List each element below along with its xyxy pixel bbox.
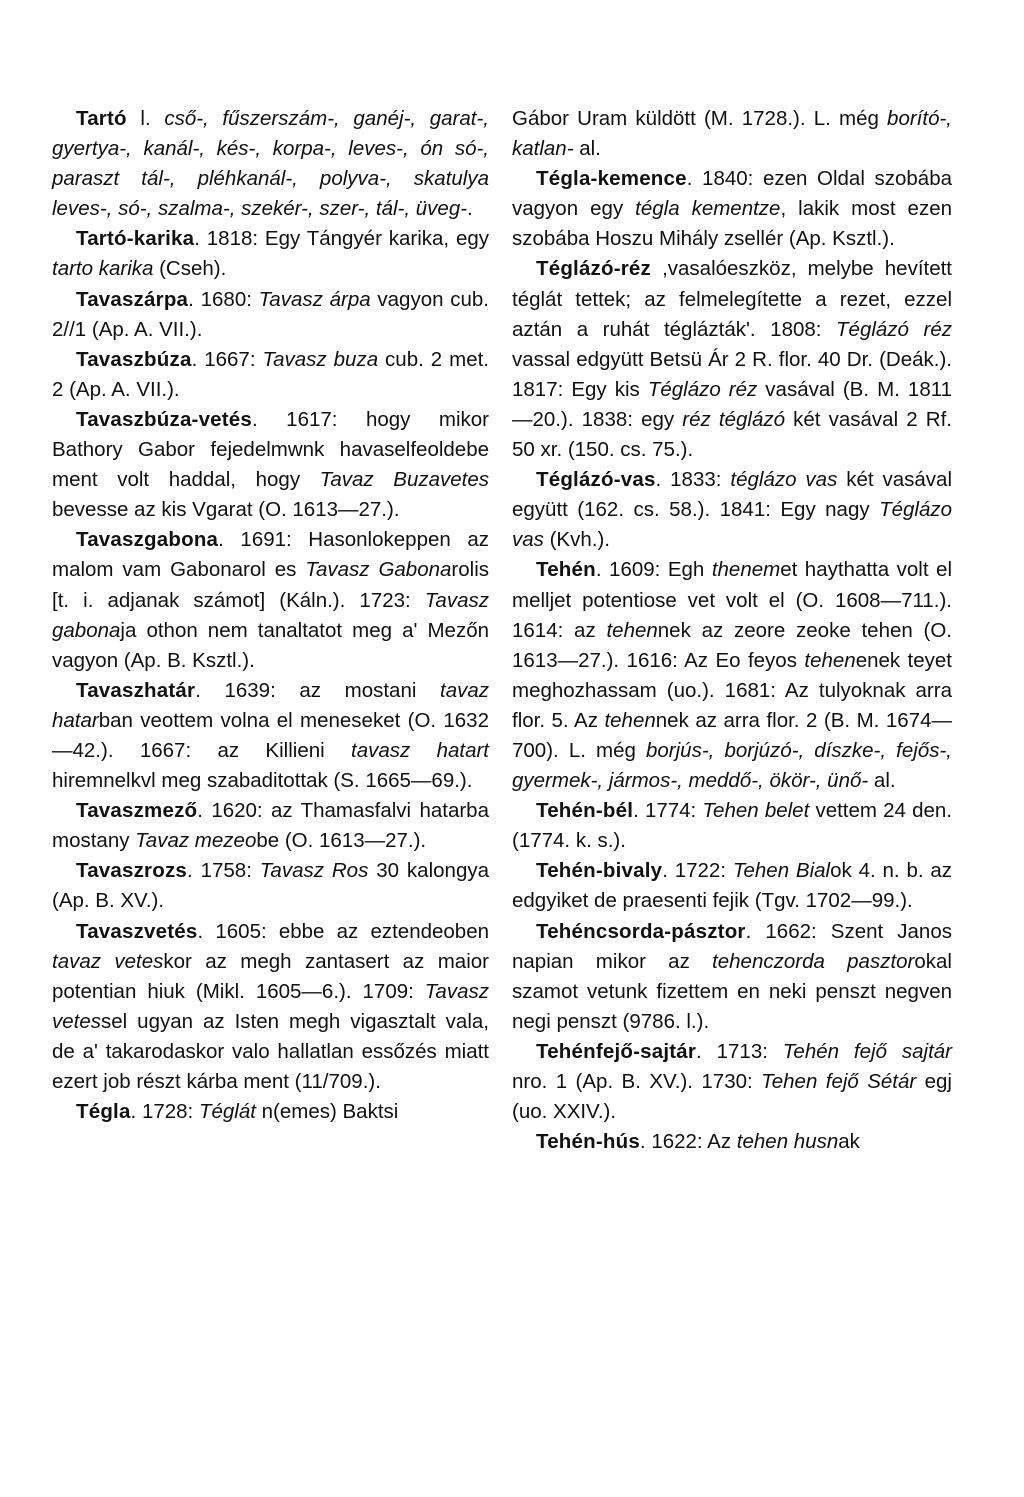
entry-text: . 1617: hogy mikor Bathory Gabor fejedelmwnk havaselfeoldebe ment volt haddal, hogy xyxy=(52,407,489,492)
entry-text: . 1818: Egy Tángyér karika, egy xyxy=(194,227,489,251)
entry-text: (Cseh). xyxy=(153,257,227,281)
headword: Téglázó-réz xyxy=(536,257,651,281)
entry-text: . 1620: az Thamasfalvi hatarba mostany xyxy=(52,799,489,853)
entry-text: . 1722: xyxy=(662,859,733,883)
quoted-form: tarto karika xyxy=(52,257,154,281)
headword: Tartó-karika xyxy=(76,227,195,251)
entry-text: Gábor Uram küldött (M. 1728.). L. még xyxy=(512,107,888,130)
quoted-form: Tavasz Gabona xyxy=(305,558,452,582)
entry-text: sel ugyan az Isten megh vigasztalt vala, de a' takarodaskor valo hallatlan essőzés miatt ezert job részt kárba ment (11/709.). xyxy=(52,1009,489,1093)
quoted-form: Tehen Bial xyxy=(732,859,831,883)
entry-text: rolis [t. i. adjanak számot] (Káln.). 1723: xyxy=(52,558,490,612)
entry-text: enek teyet meghozhassam (uo.). 1681: Az tulyoknak arra flor. 5. Az xyxy=(512,648,952,732)
entry-continuation xyxy=(512,104,952,164)
entry-text: két vasával együtt (162. cs. 58.). 1841: Egy nagy xyxy=(512,468,953,522)
entry-text: okal szamot vetunk fizettem en neki penszt negven negi penszt (9786. l.). xyxy=(512,949,952,1033)
entry-text: . xyxy=(467,197,473,221)
quoted-form: Tavasz árpa xyxy=(258,287,371,311)
entry-text: . 1609: Egh xyxy=(595,558,712,582)
entry-text: . 1639: az mostani xyxy=(195,678,440,702)
headword: Tavaszmező xyxy=(76,799,198,823)
quoted-form: tehen xyxy=(604,708,656,732)
quoted-form: tavaz hatar xyxy=(52,678,489,732)
quoted-form: Téglázo vas xyxy=(512,498,952,552)
entry-text: . 1662: Szent Janos napian mikor az xyxy=(512,919,952,973)
quoted-form: Téglázó réz xyxy=(836,317,952,341)
entry-text: ak xyxy=(838,1130,860,1154)
quoted-form: tehen xyxy=(804,648,856,672)
entry-text: nro. 1 (Ap. B. XV.). 1730: xyxy=(512,1070,762,1093)
entry-text: . 1605: ebbe az eztendeoben xyxy=(197,919,489,943)
entry-text: cub. 2 met. 2 (Ap. A. VII.). xyxy=(52,347,489,401)
quoted-form: Tavasz buza xyxy=(262,347,379,371)
right-column xyxy=(512,104,952,1157)
entry-text: ban veottem volna el meneseket (O. 1632—42.). 1667: az Killieni xyxy=(52,708,489,762)
headword: Téglázó-vas xyxy=(536,468,656,492)
headword: Tavaszárpa xyxy=(76,287,189,311)
entry-text: bevesse az kis Vgarat (O. 1613—27.). xyxy=(52,498,400,522)
entry-text: al. xyxy=(573,137,601,161)
headword: Tavaszbúza xyxy=(76,347,192,371)
headword: Tavaszhatár xyxy=(76,678,196,702)
dictionary-entry xyxy=(52,676,489,796)
entry-text: . 1713: xyxy=(696,1039,783,1063)
quoted-form: tavaz vetes xyxy=(52,949,164,973)
entry-text: . 1840: ezen Oldal szobába vagyon egy xyxy=(512,167,952,221)
entry-text: n(emes) Baktsi xyxy=(255,1100,399,1124)
entry-text: . 1728: xyxy=(130,1100,199,1124)
entry-text: ok 4. n. b. az edgyiket de praesenti fejik (Tgv. 1702—99.). xyxy=(512,859,953,913)
headword: Tehén-bél xyxy=(536,799,634,823)
dictionary-entry xyxy=(512,917,952,1037)
entry-text: vettem 24 den. (1774. k. s.). xyxy=(512,799,953,853)
dictionary-entry xyxy=(512,254,952,465)
dictionary-entry xyxy=(52,856,489,916)
quoted-form: Téglát xyxy=(198,1100,256,1124)
dictionary-entry xyxy=(512,856,952,916)
dictionary-entry xyxy=(512,465,952,555)
entry-text: , lakik most ezen szobába Hoszu Mihály zsellér (Ap. Ksztl.). xyxy=(512,197,953,251)
headword: Tégla xyxy=(76,1100,131,1124)
dictionary-entry xyxy=(52,1097,489,1127)
headword: Tavaszrozs xyxy=(76,859,188,883)
quoted-form: tehenczorda pasztor xyxy=(712,949,915,973)
quoted-form: téglázo vas xyxy=(730,468,838,492)
quoted-form: Tavasz gabona xyxy=(52,588,489,642)
entry-text: . 1833: xyxy=(655,468,731,492)
headword: Tehén-hús xyxy=(536,1130,640,1154)
quoted-form: cső-, fűszerszám-, ganéj-, garat-, gyertya-, kanál-, kés-, korpa-, leves-, ón só-, paraszt tál-, pléhkanál-, polyva-, skatulya leves-, só-, szalma-, szekér-, szer-, tál-, üveg- xyxy=(52,107,489,221)
entry-text: nek az zeore zeoke tehen (O. 1613—27.). 1616: Az Eo feyos xyxy=(512,618,953,672)
entry-text: két vasával 2 Rf. 50 xr. (150. cs. 75.). xyxy=(512,407,952,462)
quoted-form: thenem xyxy=(711,558,781,582)
entry-text: al. xyxy=(868,769,896,793)
entry-text: . 1691: Hasonlokeppen az malom vam Gabonarol es xyxy=(52,528,489,582)
quoted-form: réz téglázó xyxy=(682,407,785,431)
dictionary-entry xyxy=(512,1127,952,1157)
quoted-form: tavasz hatart xyxy=(351,738,489,762)
entry-text: . 1680: xyxy=(188,287,259,311)
entry-text: . 1667: xyxy=(191,347,263,371)
quoted-form: Tavasz vetes xyxy=(52,979,489,1033)
dictionary-entry xyxy=(52,525,489,675)
dictionary-entry xyxy=(52,796,489,856)
quoted-form: tehen xyxy=(606,618,658,642)
entry-text: (Kvh.). xyxy=(543,528,610,552)
quoted-form: Téglázo réz xyxy=(647,377,758,401)
entry-text: ja othon nem tanaltatot meg a' Mezőn vagyon (Ap. B. Ksztl.). xyxy=(52,618,489,672)
entry-text: kor az megh zantasert az maior potentian hiuk (Mikl. 1605—6.). 1709: xyxy=(52,949,489,1003)
entry-text: 30 kalongya (Ap. B. XV.). xyxy=(52,859,489,913)
quoted-form: Tehen belet xyxy=(702,799,810,823)
dictionary-entry xyxy=(52,285,489,345)
entry-text: be (O. 1613—27.). xyxy=(256,829,427,853)
left-column xyxy=(52,104,489,1127)
dictionary-entry xyxy=(52,224,489,284)
quoted-form: tégla kementze xyxy=(635,197,781,221)
headword: Tartó xyxy=(76,107,127,130)
entry-text: l. xyxy=(126,107,165,130)
quoted-form: Tehen fejő Sétár xyxy=(761,1070,917,1093)
entry-text: vagyon cub. 2//1 (Ap. A. VII.). xyxy=(52,287,490,341)
headword: Tavaszbúza-vetés xyxy=(76,407,253,431)
quoted-form: Tavasz Ros xyxy=(259,859,369,883)
headword: Tehén xyxy=(536,558,596,582)
quoted-form: tehen husn xyxy=(736,1130,839,1154)
headword: Tehénfejő-sajtár xyxy=(536,1039,697,1063)
dictionary-entry xyxy=(512,555,952,796)
dictionary-entry xyxy=(512,796,952,856)
entry-text: . 1622: Az xyxy=(639,1130,737,1154)
quoted-form: borjús-, borjúzó-, díszke-, fejős-, gyermek-, jármos-, meddő-, ökör-, ünő- xyxy=(512,738,952,793)
quoted-form: Tavaz Buzavetes xyxy=(319,468,489,492)
dictionary-entry xyxy=(512,164,952,254)
entry-text: ,vasalóeszköz, melybe hevített téglát tettek; az felmelegítette a rezet, ezzel aztán a ruhát téglázták'. 1808: xyxy=(512,257,952,341)
entry-text: nek az arra flor. 2 (B. M. 1674—700). L. még xyxy=(512,708,952,762)
dictionary-entry xyxy=(52,345,489,405)
dictionary-entry xyxy=(512,1037,952,1127)
entry-text: et haythatta volt el melljet potentiose vet volt el (O. 1608—711.). 1614: az xyxy=(512,558,952,642)
entry-text: egj (uo. XXIV.). xyxy=(512,1070,952,1124)
headword: Tehén-bivaly xyxy=(536,859,663,883)
headword: Tehéncsorda-pásztor xyxy=(536,919,746,943)
headword: Tégla-kemence xyxy=(536,167,687,191)
quoted-form: borító-, katlan- xyxy=(512,107,952,161)
entry-text: . 1758: xyxy=(187,859,260,883)
entry-text: hiremnelkvl meg szabaditottak (S. 1665—69.). xyxy=(52,769,473,793)
entry-text: vassal edgyütt Betsü Ár 2 R. flor. 40 Dr. (Deák.). 1817: Egy kis xyxy=(512,347,952,401)
entry-text: . 1774: xyxy=(633,799,703,823)
quoted-form: Tavaz mezeo xyxy=(135,829,257,853)
dictionary-entry xyxy=(52,104,489,224)
quoted-form: Tehén fejő sajtár xyxy=(782,1039,952,1063)
entry-text: vasával (B. M. 1811—20.). 1838: egy xyxy=(512,377,952,431)
dictionary-entry xyxy=(52,917,489,1098)
headword: Tavaszvetés xyxy=(76,919,198,943)
dictionary-entry xyxy=(52,405,489,525)
headword: Tavaszgabona xyxy=(76,528,219,552)
